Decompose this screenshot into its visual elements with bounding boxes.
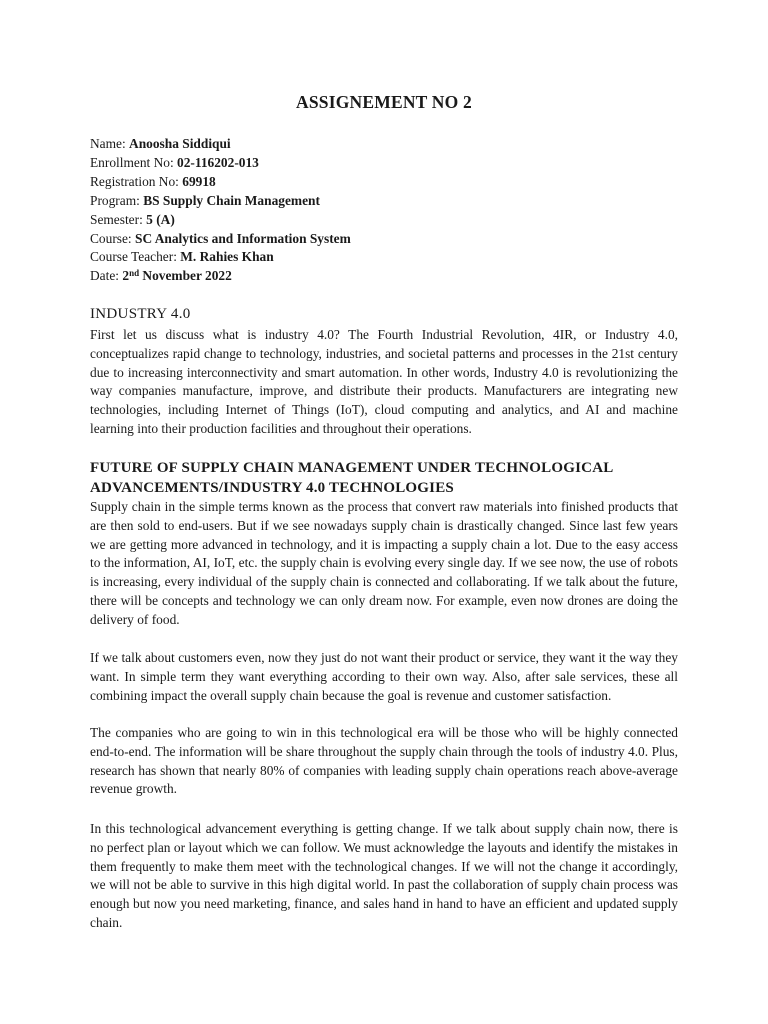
date-suffix: nd bbox=[129, 268, 140, 279]
program-label: Program: bbox=[90, 192, 144, 208]
semester-label: Semester: bbox=[90, 211, 147, 227]
course-value: SC Analytics and Information System bbox=[135, 230, 351, 246]
registration-label: Registration No: bbox=[90, 173, 183, 189]
registration-row bbox=[90, 173, 678, 192]
section-heading-future: FUTURE OF SUPPLY CHAIN MANAGEMENT UNDER TECHNOLOGICAL ADVANCEMENTS/INDUSTRY 4.0 TECHNOLOGIES bbox=[90, 460, 613, 496]
course-teacher-label: Course Teacher: bbox=[90, 249, 181, 265]
date-day: 2 bbox=[122, 268, 130, 284]
semester-row bbox=[90, 211, 678, 230]
name-value: Anoosha Siddiqui bbox=[129, 136, 231, 151]
future-paragraph-2: If we talk about customers even, now they just do not want their product or service, they want it the way they want. In simple term they want everything according to their own way. Also, after sale services, these all combining impact the overall supply chain because the goal is revenue and customer satisfaction. bbox=[90, 650, 678, 703]
future-paragraph-4: In this technological advancement everything is getting change. If we talk about supply chain now, there is no perfect plan or layout which we can follow. We must acknowledge the layouts and identify the mistakes in them frequently to make them meet with the technological changes. If we will not the change it accordingly, we will not be able to survive in this high digital world. In past the collaboration of supply chain process was enough but now you need marketing, finance, and sales hand in hand to have an efficient and updated supply chain. bbox=[90, 821, 678, 930]
program-value: BS Supply Chain Management bbox=[143, 192, 320, 208]
future-paragraph-3: The companies who are going to win in this technological era will be those who will be highly connected end-to-end. The information will be share throughout the supply chain through the tools of industry 4.0. Plus, research has shown that nearly 80% of companies with leading supply chain operations reach above-average revenue growth. bbox=[90, 725, 678, 797]
name-row bbox=[90, 135, 678, 154]
name-label: Name: bbox=[90, 136, 130, 151]
course-label: Course: bbox=[90, 230, 136, 246]
registration-value: 69918 bbox=[182, 173, 216, 189]
section-heading-industry: INDUSTRY 4.0 bbox=[90, 306, 191, 322]
enrollment-row bbox=[90, 154, 678, 173]
date-value bbox=[122, 268, 231, 283]
program-row bbox=[90, 192, 678, 211]
future-paragraph-1: Supply chain in the simple terms known as the process that convert raw materials into finished products that are then sold to end-users. But if we see nowadays supply chain is drastically changed. Since last few years we are getting more advanced in technology, and it is impacting a supply chain a lot. Due to the easy access to the information, AI, IoT, etc. the supply chain is evolving every single day. If we see now, the use of robots is increasing, every individual of the supply chain is connected and collaborating. If we talk about the future, there will be concepts and technology we can only dream now. For example, even now drones are doing the delivery of food. bbox=[90, 499, 678, 627]
course-teacher-value: M. Rahies Khan bbox=[180, 249, 274, 265]
semester-value: 5 (A) bbox=[146, 211, 175, 227]
enrollment-value: 02-116202-013 bbox=[177, 154, 259, 170]
document-title: ASSIGNEMENT NO 2 bbox=[296, 92, 472, 112]
date-rest: November 2022 bbox=[139, 268, 232, 284]
course-row bbox=[90, 230, 678, 249]
industry-paragraph: First let us discuss what is industry 4.0? The Fourth Industrial Revolution, 4IR, or Industry 4.0, conceptualizes rapid change to technology, industries, and societal patterns and processes in the 21st century due to increasing interconnectivity and smart automation. In other words, Industry 4.0 is revolutionizing the way companies manufacture, improve, and distribute their products. Manufacturers are integrating new technologies, including Internet of Things (IoT), cloud computing and analytics, and AI and machine learning into their production facilities and throughout their operations. bbox=[90, 327, 678, 436]
student-details bbox=[90, 135, 678, 286]
date-row bbox=[90, 267, 678, 286]
enrollment-label: Enrollment No: bbox=[90, 154, 178, 170]
date-label: Date: bbox=[90, 268, 123, 284]
course-teacher-row bbox=[90, 248, 678, 267]
document-page bbox=[90, 0, 678, 1024]
